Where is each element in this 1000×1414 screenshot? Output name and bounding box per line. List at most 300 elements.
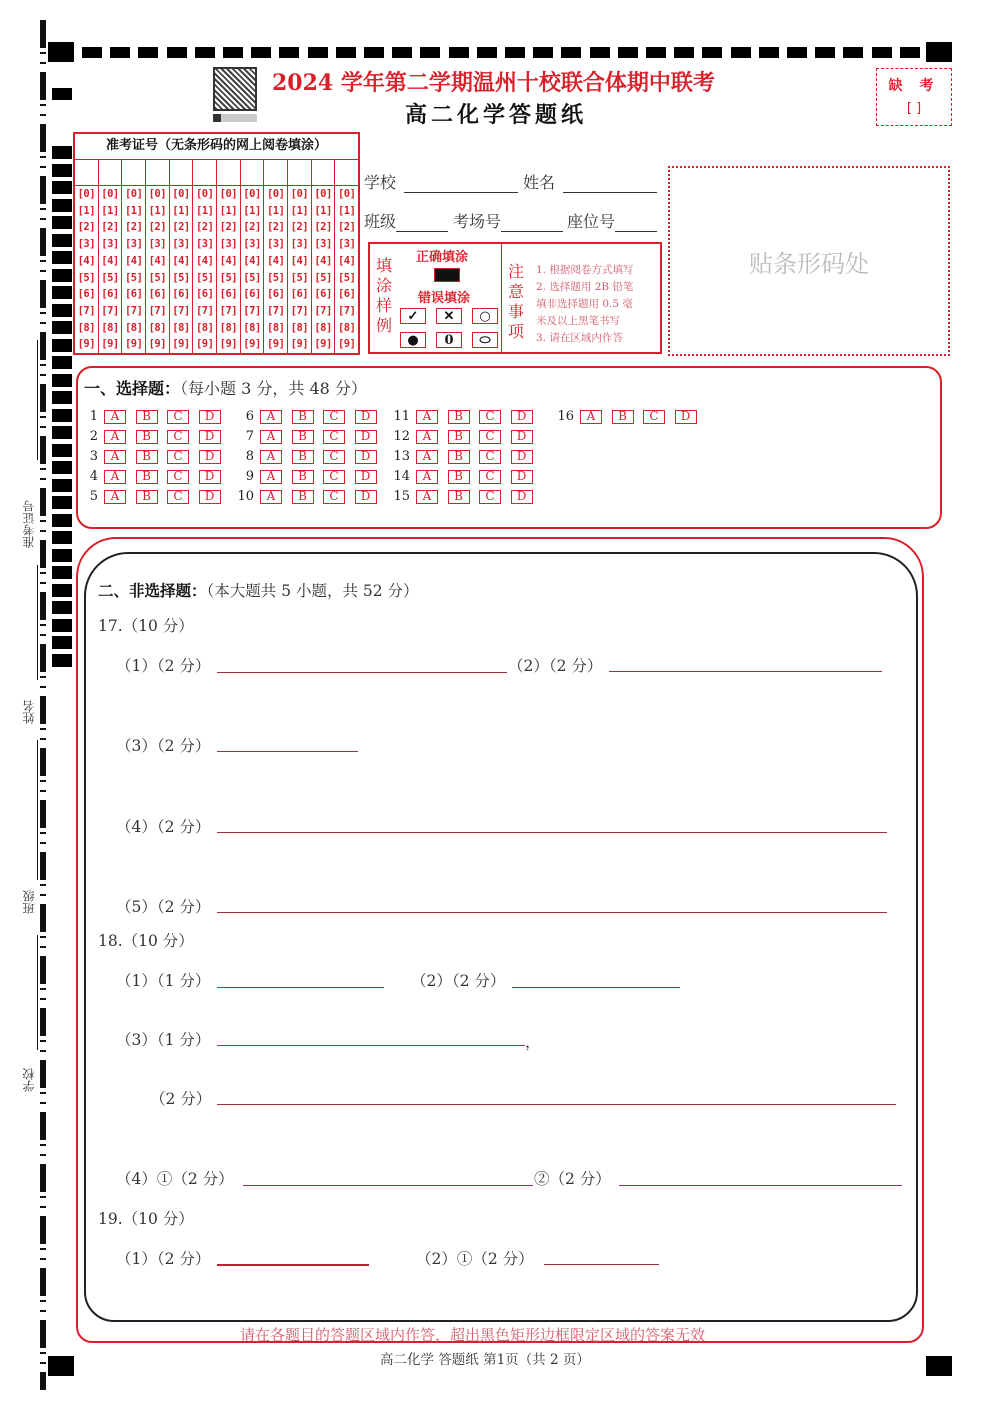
exam-id-bubble[interactable]: [1] (314, 204, 332, 217)
exam-id-bubble[interactable]: [6] (337, 288, 356, 301)
class-field[interactable] (364, 209, 448, 232)
exam-id-bubble[interactable]: [2] (77, 221, 96, 234)
timing-mark (167, 47, 187, 58)
seat-label: 座位号 (567, 212, 616, 231)
exam-id-bubble[interactable]: [8] (337, 321, 356, 334)
exam-id-bubble[interactable]: [1] (290, 204, 309, 217)
mcq-question-number: 7 (245, 429, 254, 444)
timing-mark (843, 47, 863, 58)
mcq-option-bubble[interactable]: B (448, 430, 470, 444)
exam-id-bubble[interactable]: [0] (195, 188, 214, 200)
exam-id-bubble[interactable]: [6] (243, 288, 261, 301)
q18-part3-answer-line-b[interactable] (217, 1104, 896, 1105)
exam-id-bubble[interactable]: [7] (195, 304, 214, 317)
exam-id-bubble[interactable]: [4] (266, 254, 285, 267)
exam-id-bubble[interactable]: [4] (101, 254, 119, 267)
exam-id-bubble[interactable]: [1] (101, 204, 119, 217)
exam-id-bubble[interactable]: [3] (337, 238, 356, 251)
exam-id-bubble[interactable]: [7] (101, 304, 119, 317)
exam-id-bubble[interactable]: [2] (195, 221, 214, 234)
exam-id-bubble[interactable]: [8] (195, 321, 214, 334)
mcq-option-bubble[interactable]: B (448, 490, 470, 504)
exam-id-bubble[interactable]: [4] (172, 254, 190, 267)
exam-id-bubble[interactable]: [8] (243, 321, 261, 334)
exam-id-bubble[interactable]: [0] (172, 188, 190, 200)
exam-id-bubble[interactable]: [1] (124, 204, 143, 217)
timing-mark (815, 47, 835, 58)
exam-id-bubble[interactable]: [6] (266, 288, 285, 301)
exam-id-bubble[interactable]: [1] (148, 204, 167, 217)
mcq-option-bubble[interactable]: C (479, 490, 501, 504)
seat-field[interactable] (567, 209, 657, 232)
timing-mark (646, 47, 666, 58)
timing-mark (52, 619, 72, 632)
exam-id-bubble[interactable]: [9] (77, 338, 96, 351)
exam-id-bubble[interactable]: [2] (290, 221, 309, 234)
q17-part5-label: （5）（2 分） (116, 898, 211, 916)
exam-id-bubble[interactable]: [8] (101, 321, 119, 334)
exam-id-write-cell[interactable] (241, 160, 264, 186)
note-line: 米及以上黑笔书写 (536, 315, 620, 327)
exam-id-bubble[interactable]: [9] (243, 338, 261, 351)
timing-mark (223, 47, 243, 58)
exam-id-bubble[interactable]: [7] (172, 304, 190, 317)
timing-mark (52, 479, 72, 492)
mcq-option-bubble[interactable]: D (511, 430, 533, 444)
exam-id-bubble[interactable]: [3] (314, 238, 332, 251)
mcq-question-number: 2 (89, 429, 98, 444)
exam-id-bubble[interactable]: [5] (172, 271, 190, 284)
mcq-option-bubble[interactable]: C (167, 430, 189, 444)
timing-mark (52, 531, 72, 544)
exam-id-write-cell[interactable] (170, 160, 193, 186)
mcq-option-bubble[interactable]: C (323, 410, 345, 424)
mcq-option-bubble[interactable]: B (292, 490, 314, 504)
exam-id-bubble[interactable]: [6] (101, 288, 119, 301)
mcq-option-bubble[interactable]: B (612, 410, 634, 424)
fill-example-box (368, 242, 662, 354)
exam-id-bubble[interactable]: [7] (290, 304, 309, 317)
exam-id-bubble[interactable]: [5] (290, 271, 309, 284)
exam-id-bubble[interactable]: [9] (314, 338, 332, 351)
exam-id-bubble[interactable]: [9] (172, 338, 190, 351)
mcq-question-number: 3 (89, 449, 98, 464)
timing-mark (52, 584, 72, 597)
mcq-option-bubble[interactable]: D (355, 410, 377, 424)
mcq-option-bubble[interactable]: B (136, 410, 158, 424)
mcq-option-bubble[interactable]: B (136, 430, 158, 444)
exam-id-bubble[interactable]: [0] (314, 188, 332, 200)
exam-id-grid (73, 132, 360, 355)
timing-mark (590, 47, 610, 58)
exam-id-write-cell[interactable] (193, 160, 216, 186)
exam-id-bubble[interactable]: [5] (195, 271, 214, 284)
barcode-area (668, 166, 950, 356)
exam-id-bubble[interactable]: [0] (337, 188, 356, 200)
exam-id-bubble[interactable]: [2] (172, 221, 190, 234)
exam-id-bubble[interactable]: [7] (77, 304, 96, 317)
exam-id-write-cell[interactable] (312, 160, 335, 186)
mcq-option-bubble[interactable]: D (511, 450, 533, 464)
timing-mark (52, 374, 72, 387)
exam-id-bubble[interactable]: [9] (290, 338, 309, 351)
mcq-option-bubble[interactable]: C (323, 430, 345, 444)
timing-mark (52, 216, 72, 229)
mcq-question-row (76, 449, 230, 464)
note-line: 1. 根据阅卷方式填写 (536, 264, 634, 276)
mcq-question-number: 16 (557, 409, 574, 424)
mcq-option-bubble[interactable]: C (167, 490, 189, 504)
mcq-option-bubble[interactable]: D (675, 410, 697, 424)
exam-id-bubble[interactable]: [5] (266, 271, 285, 284)
mcq-question-row (388, 449, 542, 464)
mcq-option-bubble[interactable]: D (355, 450, 377, 464)
exam-id-bubble[interactable]: [5] (148, 271, 167, 284)
mcq-option-bubble[interactable]: D (355, 470, 377, 484)
exam-id-bubble[interactable]: [0] (101, 188, 119, 200)
exam-id-bubble[interactable]: [3] (195, 238, 214, 251)
exam-id-bubble[interactable]: [4] (290, 254, 309, 267)
timing-mark (52, 164, 72, 177)
timing-mark (52, 88, 72, 100)
exam-id-bubble[interactable]: [3] (266, 238, 285, 251)
exam-id-column (122, 160, 146, 353)
exam-id-bubble[interactable]: [2] (219, 221, 238, 234)
timing-mark (926, 1356, 952, 1376)
exam-id-bubble[interactable]: [9] (219, 338, 238, 351)
exam-id-bubble[interactable]: [4] (124, 254, 143, 267)
mcq-option-bubble[interactable]: A (260, 410, 282, 424)
exam-id-bubble[interactable]: [2] (124, 221, 143, 234)
exam-id-bubble[interactable]: [7] (148, 304, 167, 317)
exam-id-bubble[interactable]: [6] (148, 288, 167, 301)
exam-id-write-cell[interactable] (217, 160, 240, 186)
exam-id-bubble[interactable]: [1] (337, 204, 356, 217)
mcq-option-bubble[interactable]: D (199, 430, 221, 444)
exam-id-column (146, 160, 170, 353)
mcq-option-bubble[interactable]: C (479, 410, 501, 424)
exam-id-bubble[interactable]: [5] (219, 271, 238, 284)
exam-id-bubble[interactable]: [0] (290, 188, 309, 200)
exam-id-bubble[interactable]: [3] (148, 238, 167, 251)
exam-id-bubble[interactable]: [8] (219, 321, 238, 334)
timing-mark (52, 409, 72, 422)
mcq-question-row (76, 489, 230, 504)
mcq-option-bubble[interactable]: A (260, 490, 282, 504)
exam-id-bubble[interactable]: [8] (290, 321, 309, 334)
exam-id-bubble[interactable]: [6] (195, 288, 214, 301)
q18-part3-label: （3）（1 分） (116, 1031, 211, 1049)
exam-id-bubble[interactable]: [7] (219, 304, 238, 317)
mcq-option-bubble[interactable]: A (416, 410, 438, 424)
mcq-option-bubble[interactable]: B (448, 470, 470, 484)
timing-mark (52, 269, 72, 282)
timing-mark (702, 47, 722, 58)
mcq-option-bubble[interactable]: B (292, 470, 314, 484)
mcq-option-bubble[interactable]: A (104, 450, 126, 464)
exam-id-bubble[interactable]: [8] (314, 321, 332, 334)
exam-id-bubble[interactable]: [8] (266, 321, 285, 334)
q18-part4a-answer-line[interactable] (243, 1185, 533, 1186)
q17-part1-answer-line[interactable] (217, 672, 507, 673)
timing-mark (759, 47, 779, 58)
mcq-option-bubble[interactable]: A (104, 470, 126, 484)
timing-mark (279, 47, 299, 58)
mcq-option-bubble[interactable]: A (260, 450, 282, 464)
exam-id-bubble[interactable]: [4] (243, 254, 261, 267)
mcq-option-bubble[interactable]: A (260, 470, 282, 484)
exam-id-column (99, 160, 123, 353)
mcq-option-bubble[interactable]: B (292, 430, 314, 444)
check-mark-icon: ✓ (400, 308, 426, 324)
timing-mark (364, 47, 384, 58)
mcq-question-row (232, 489, 386, 504)
mcq-question-number: 11 (393, 409, 410, 424)
exam-id-bubble[interactable]: [5] (101, 271, 119, 284)
exam-id-bubble[interactable]: [5] (337, 271, 356, 284)
exam-id-bubble[interactable]: [2] (243, 221, 261, 234)
exam-id-bubble[interactable]: [7] (314, 304, 332, 317)
name-field[interactable] (523, 170, 657, 193)
timing-mark (52, 601, 72, 614)
exam-id-bubble[interactable]: [3] (290, 238, 309, 251)
exam-id-bubble[interactable]: [2] (337, 221, 356, 234)
exam-id-column (264, 160, 288, 353)
exam-id-bubble[interactable]: [9] (266, 338, 285, 351)
timing-mark (477, 47, 497, 58)
mcq-option-bubble[interactable]: C (479, 430, 501, 444)
exam-id-bubble[interactable]: [5] (77, 271, 96, 284)
barcode-label: 贴条形码处 (749, 249, 869, 278)
exam-id-bubble[interactable]: [3] (77, 238, 96, 251)
q17-part2-label: （2）（2 分） (508, 657, 603, 675)
q18-part4b-answer-line[interactable] (619, 1185, 902, 1186)
mcq-option-bubble[interactable]: A (416, 470, 438, 484)
mcq-option-bubble[interactable]: C (167, 410, 189, 424)
exam-id-bubble[interactable]: [6] (172, 288, 190, 301)
mcq-option-bubble[interactable]: D (511, 470, 533, 484)
room-field[interactable] (453, 209, 563, 232)
timing-mark (52, 146, 72, 159)
exam-id-bubble[interactable]: [6] (314, 288, 332, 301)
mcq-option-bubble[interactable]: A (416, 490, 438, 504)
exam-id-bubble[interactable]: [4] (195, 254, 214, 267)
exam-id-bubble[interactable]: [0] (219, 188, 238, 200)
correct-fill-label: 正确填涂 (416, 250, 469, 265)
mcq-option-bubble[interactable]: D (511, 490, 533, 504)
timing-mark (52, 181, 72, 194)
mcq-option-bubble[interactable]: C (479, 470, 501, 484)
mcq-option-bubble[interactable]: A (580, 410, 602, 424)
exam-id-bubble[interactable]: [9] (195, 338, 214, 351)
exam-id-bubble[interactable]: [2] (314, 221, 332, 234)
mcq-option-bubble[interactable]: B (292, 410, 314, 424)
mcq-option-bubble[interactable]: A (416, 430, 438, 444)
qr-caption (213, 114, 257, 122)
name-label: 姓名 (523, 173, 556, 192)
exam-id-bubble[interactable]: [3] (172, 238, 190, 251)
timing-mark (533, 47, 553, 58)
mcq-option-bubble[interactable]: C (323, 470, 345, 484)
exam-id-bubble[interactable]: [4] (337, 254, 356, 267)
mcq-option-bubble[interactable]: B (448, 450, 470, 464)
exam-id-bubble[interactable]: [1] (172, 204, 190, 217)
mcq-option-bubble[interactable]: A (416, 450, 438, 464)
mcq-question-row (232, 409, 386, 424)
mcq-question-number: 10 (237, 489, 254, 504)
timing-mark (52, 549, 72, 562)
timing-mark (52, 654, 72, 667)
exam-id-bubble[interactable]: [0] (243, 188, 261, 200)
exam-id-bubble[interactable]: [2] (101, 221, 119, 234)
exam-id-bubble[interactable]: [4] (148, 254, 167, 267)
exam-id-bubble[interactable]: [8] (77, 321, 96, 334)
timing-mark (618, 47, 638, 58)
exam-id-bubble[interactable]: [6] (219, 288, 238, 301)
exam-id-bubble[interactable]: [0] (266, 188, 285, 200)
exam-id-bubble[interactable]: [9] (101, 338, 119, 351)
timing-mark (308, 47, 328, 58)
multiple-choice-section (76, 366, 942, 529)
exam-id-bubble[interactable]: [3] (243, 238, 261, 251)
school-field[interactable] (364, 170, 518, 193)
mcq-option-bubble[interactable]: D (199, 410, 221, 424)
exam-id-bubble[interactable]: [8] (124, 321, 143, 334)
exam-id-bubble[interactable]: [1] (219, 204, 238, 217)
q18-part2-answer-line[interactable] (512, 987, 680, 988)
exam-id-bubble[interactable]: [6] (124, 288, 143, 301)
q18-part3-answer-line-a[interactable] (217, 1045, 525, 1046)
q17-part2-answer-line[interactable] (609, 671, 882, 672)
exam-id-bubble[interactable]: [1] (77, 204, 96, 217)
mcq-question-row (76, 469, 230, 484)
mcq-question-number: 6 (245, 409, 254, 424)
exam-id-bubble[interactable]: [4] (77, 254, 96, 267)
mcq-option-bubble[interactable]: A (260, 430, 282, 444)
timing-mark (52, 444, 72, 457)
exam-id-write-cell[interactable] (75, 160, 98, 186)
absent-checkbox[interactable]: [ ] (906, 101, 922, 116)
exam-id-bubble[interactable]: [7] (266, 304, 285, 317)
q19-label: 19.（10 分） (98, 1210, 194, 1228)
mcq-option-bubble[interactable]: B (136, 470, 158, 484)
exam-id-bubble[interactable]: [8] (148, 321, 167, 334)
exam-id-write-cell[interactable] (99, 160, 122, 186)
exam-id-bubble[interactable]: [1] (195, 204, 214, 217)
mcq-question-row (76, 409, 230, 424)
mcq-option-bubble[interactable]: D (199, 490, 221, 504)
mcq-option-bubble[interactable]: B (136, 450, 158, 464)
exam-id-bubble[interactable]: [5] (243, 271, 261, 284)
exam-id-bubble[interactable]: [5] (314, 271, 332, 284)
mcq-question-row (388, 469, 542, 484)
exam-id-bubble[interactable]: [0] (77, 188, 96, 200)
timing-mark (52, 496, 72, 509)
mcq-option-bubble[interactable]: C (167, 450, 189, 464)
timing-mark (392, 47, 412, 58)
mcq-option-bubble[interactable]: B (292, 450, 314, 464)
exam-id-write-cell[interactable] (264, 160, 287, 186)
exam-id-bubble[interactable]: [4] (314, 254, 332, 267)
exam-id-bubble[interactable]: [7] (337, 304, 356, 317)
q18-part3-comma: ， (525, 1033, 541, 1051)
exam-id-bubble[interactable]: [0] (124, 188, 143, 200)
exam-id-bubble[interactable]: [1] (266, 204, 285, 217)
exam-id-write-cell[interactable] (288, 160, 311, 186)
mcq-option-bubble[interactable]: D (199, 470, 221, 484)
binding-label-class: 班级 (22, 890, 36, 914)
exam-id-write-cell[interactable] (335, 160, 358, 186)
timing-mark (52, 321, 72, 334)
mcq-option-bubble[interactable]: C (643, 410, 665, 424)
exam-id-bubble[interactable]: [6] (290, 288, 309, 301)
notes-side-label: 注 意 事 项 (508, 262, 525, 341)
mcq-option-bubble[interactable]: A (104, 430, 126, 444)
binding-field-line (37, 935, 38, 1050)
q17-part5-answer-line[interactable] (217, 912, 887, 913)
q18-part1-answer-line[interactable] (217, 987, 384, 988)
absent-box[interactable] (876, 68, 952, 126)
exam-id-bubble[interactable]: [9] (148, 338, 167, 351)
timing-mark (674, 47, 694, 58)
mcq-option-bubble[interactable]: C (323, 490, 345, 504)
exam-id-bubble[interactable]: [4] (219, 254, 238, 267)
q18-part4a-label: （4）①（2 分） (116, 1170, 234, 1188)
timing-mark (561, 47, 581, 58)
q17-part4-answer-line[interactable] (217, 832, 887, 833)
q19-part1-answer-line[interactable] (217, 1264, 369, 1266)
exam-id-bubble[interactable]: [3] (124, 238, 143, 251)
mcq-option-bubble[interactable]: D (355, 490, 377, 504)
mcq-option-bubble[interactable]: C (479, 450, 501, 464)
exam-id-bubble[interactable]: [1] (243, 204, 261, 217)
mcq-option-bubble[interactable]: B (136, 490, 158, 504)
exam-id-bubble[interactable]: [8] (172, 321, 190, 334)
mcq-option-bubble[interactable]: D (355, 430, 377, 444)
exam-id-bubble[interactable]: [0] (148, 188, 167, 200)
mcq-question-number: 13 (393, 449, 410, 464)
q19-part2-answer-line[interactable] (544, 1264, 659, 1265)
timing-mark (48, 1356, 74, 1376)
q17-part4-label: （4）（2 分） (116, 818, 211, 836)
mcq-question-row (388, 489, 542, 504)
q17-part3-answer-line[interactable] (217, 751, 358, 752)
mcq-option-bubble[interactable]: D (511, 410, 533, 424)
mcq-option-bubble[interactable]: A (104, 490, 126, 504)
exam-id-bubble[interactable]: [6] (77, 288, 96, 301)
exam-id-bubble[interactable]: [9] (124, 338, 143, 351)
exam-id-bubble[interactable]: [2] (266, 221, 285, 234)
exam-id-bubble[interactable]: [7] (243, 304, 261, 317)
mcq-question-number: 5 (89, 489, 98, 504)
exam-id-write-cell[interactable] (146, 160, 169, 186)
exam-id-bubble[interactable]: [2] (148, 221, 167, 234)
mcq-option-bubble[interactable]: C (323, 450, 345, 464)
exam-id-bubble[interactable]: [3] (219, 238, 238, 251)
mcq-option-bubble[interactable]: D (199, 450, 221, 464)
exam-id-write-cell[interactable] (122, 160, 145, 186)
exam-id-bubble[interactable]: [7] (124, 304, 143, 317)
exam-id-bubble[interactable]: [3] (101, 238, 119, 251)
mcq-option-bubble[interactable]: B (448, 410, 470, 424)
timing-mark (52, 304, 72, 317)
exam-id-column (312, 160, 336, 353)
mcq-option-bubble[interactable]: A (104, 410, 126, 424)
mcq-option-bubble[interactable]: C (167, 470, 189, 484)
exam-id-bubble[interactable]: [9] (337, 338, 356, 351)
exam-id-bubble[interactable]: [5] (124, 271, 143, 284)
mcq-question-row (232, 469, 386, 484)
